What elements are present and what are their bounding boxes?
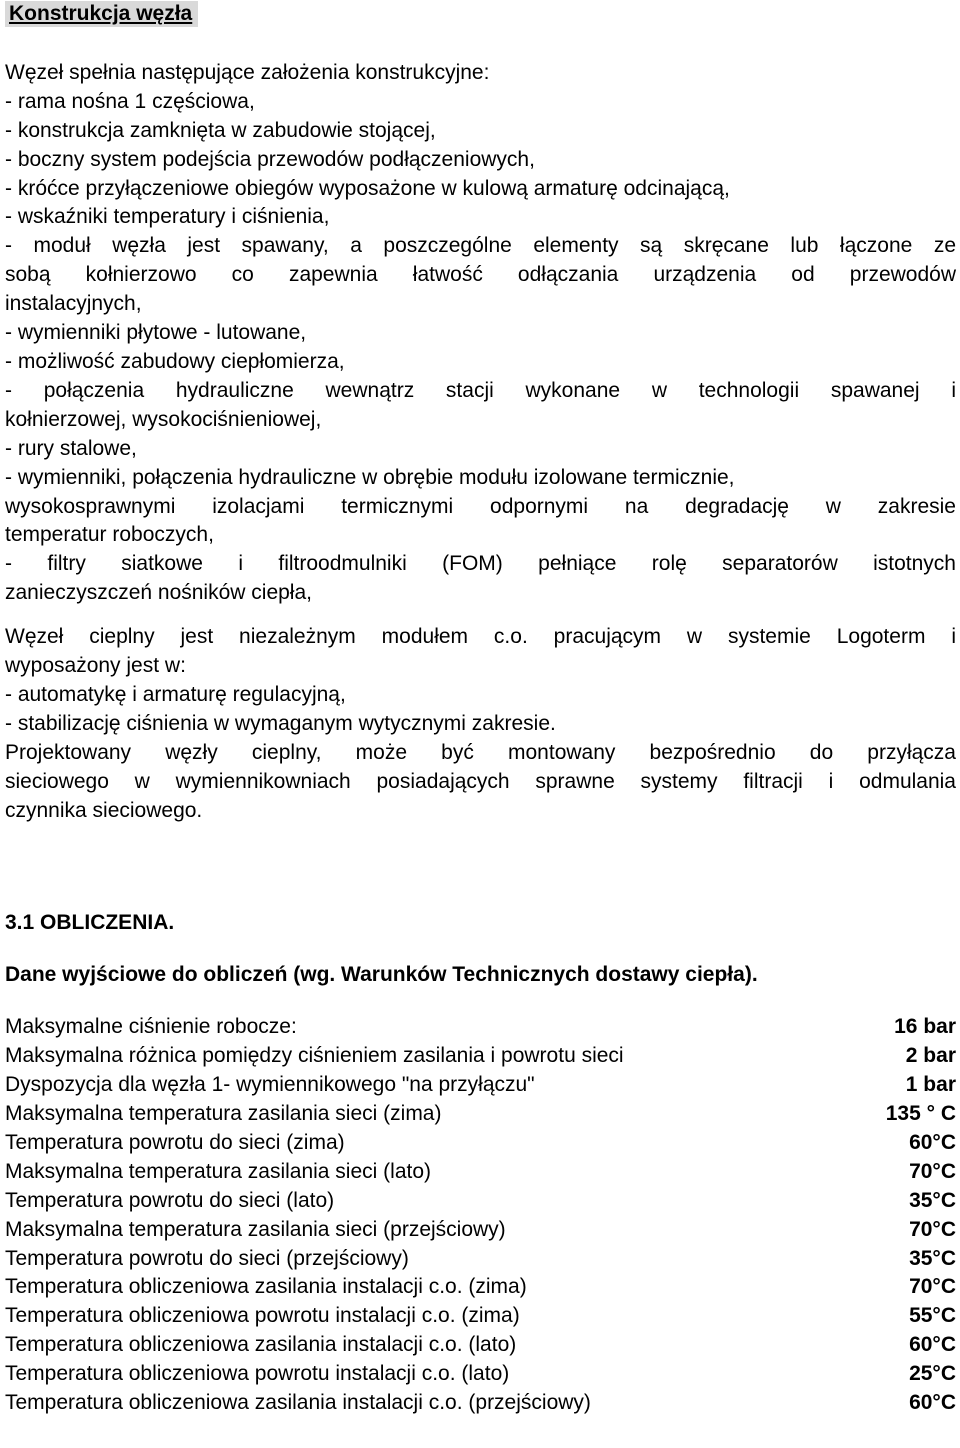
table-row bbox=[5, 1187, 956, 1216]
list-item: instalacyjnych, bbox=[5, 292, 142, 316]
parameter-value: 1 bar bbox=[905, 1073, 956, 1097]
list-item: temperatur roboczych, bbox=[5, 523, 214, 547]
parameter-value: 35°C bbox=[909, 1246, 956, 1270]
parameter-value: 60°C bbox=[909, 1391, 956, 1415]
parameter-label: Temperatura obliczeniowa zasilania instalacji c.o. (zima) bbox=[5, 1275, 527, 1299]
list-item: - wymienniki płytowe - lutowane, bbox=[5, 321, 307, 345]
table-row bbox=[5, 1013, 956, 1042]
table-row bbox=[5, 1100, 956, 1129]
intro-line: Węzeł spełnia następujące założenia konstrukcyjne: bbox=[5, 60, 490, 84]
list-item: - króćce przyłączeniowe obiegów wyposażone w kulową armaturę odcinającą, bbox=[5, 176, 730, 200]
table-row bbox=[5, 1302, 956, 1331]
table-row bbox=[5, 1071, 956, 1100]
parameter-label: Temperatura powrotu do sieci (lato) bbox=[5, 1188, 335, 1212]
parameter-value: 16 bar bbox=[894, 1015, 956, 1039]
paragraph-line: czynnika sieciowego. bbox=[5, 798, 203, 822]
list-item: - konstrukcja zamknięta w zabudowie stojącej, bbox=[5, 118, 436, 142]
paragraph-line: wyposażony jest w: bbox=[5, 654, 186, 678]
parameter-value: 135 ° C bbox=[885, 1102, 956, 1125]
list-item: - moduł węzła jest spawany, a poszczególne elementy są skręcane lub łączone ze bbox=[5, 234, 956, 258]
table-row bbox=[5, 1042, 956, 1071]
parameter-label: Maksymalne ciśnienie robocze: bbox=[5, 1015, 297, 1039]
paragraph-line: - stabilizację ciśnienia w wymaganym wytycznymi zakresie. bbox=[5, 711, 556, 735]
parameter-label: Dyspozycja dla węzła 1- wymiennikowego "na przyłączu" bbox=[5, 1073, 535, 1097]
parameter-label: Maksymalna temperatura zasilania sieci (lato) bbox=[5, 1159, 431, 1183]
paragraph-line: Węzeł cieplny jest niezależnym modułem c.o. pracującym w systemie Logoterm i bbox=[5, 625, 956, 649]
parameter-label: Temperatura obliczeniowa zasilania instalacji c.o. (przejściowy) bbox=[5, 1391, 591, 1415]
parameter-value: 35°C bbox=[909, 1188, 956, 1212]
list-item: zanieczyszczeń nośników ciepła, bbox=[5, 581, 312, 605]
parameter-value: 25°C bbox=[909, 1362, 956, 1386]
parameter-value: 60°C bbox=[909, 1333, 956, 1357]
table-row bbox=[5, 1331, 956, 1360]
parameter-value: 55°C bbox=[909, 1304, 956, 1328]
list-item: - rama nośna 1 częściowa, bbox=[5, 89, 255, 113]
table-row bbox=[5, 1360, 956, 1389]
parameter-label: Maksymalna temperatura zasilania sieci (zima) bbox=[5, 1102, 442, 1125]
data-heading: Dane wyjściowe do obliczeń (wg. Warunków Technicznych dostawy ciepła). bbox=[5, 963, 758, 987]
parameter-label: Temperatura obliczeniowa powrotu instalacji c.o. (lato) bbox=[5, 1362, 510, 1386]
paragraph-line: - automatykę i armaturę regulacyjną, bbox=[5, 682, 346, 706]
list-item: wysokosprawnymi izolacjami termicznymi odpornymi na degradację w zakresie bbox=[5, 494, 956, 518]
parameter-label: Maksymalna temperatura zasilania sieci (przejściowy) bbox=[5, 1217, 506, 1241]
parameters-table bbox=[5, 1013, 956, 1418]
list-item: - boczny system podejścia przewodów podłączeniowych, bbox=[5, 147, 535, 171]
parameter-label: Temperatura powrotu do sieci (przejściowy) bbox=[5, 1246, 409, 1270]
paragraph-line: sieciowego w wymiennikowniach posiadających sprawne systemy filtracji i odmulania bbox=[5, 769, 956, 793]
list-item: - możliwość zabudowy ciepłomierza, bbox=[5, 349, 345, 373]
list-item: - połączenia hydrauliczne wewnątrz stacji wykonane w technologii spawanej i bbox=[5, 378, 956, 402]
table-row bbox=[5, 1158, 956, 1187]
paragraph-line: Projektowany węzły cieplny, może być montowany bezpośrednio do przyłącza bbox=[5, 740, 956, 764]
list-item: - wymienniki, połączenia hydrauliczne w obrębie modułu izolowane termicznie, bbox=[5, 465, 735, 489]
parameter-value: 70°C bbox=[909, 1275, 956, 1299]
parameter-value: 70°C bbox=[909, 1217, 956, 1241]
parameter-label: Maksymalna różnica pomiędzy ciśnieniem zasilania i powrotu sieci bbox=[5, 1044, 624, 1068]
parameter-value: 70°C bbox=[909, 1159, 956, 1183]
table-row bbox=[5, 1129, 956, 1158]
parameter-label: Temperatura obliczeniowa zasilania instalacji c.o. (lato) bbox=[5, 1333, 517, 1357]
parameter-label: Temperatura powrotu do sieci (zima) bbox=[5, 1130, 345, 1154]
table-row bbox=[5, 1389, 956, 1418]
list-item: - filtry siatkowe i filtroodmulniki (FOM) pełniące rolę separatorów istotnych bbox=[5, 552, 956, 576]
list-item: sobą kołnierzowo co zapewnia łatwość odłączania urządzenia od przewodów bbox=[5, 263, 956, 287]
node-description bbox=[5, 623, 956, 825]
parameter-value: 2 bar bbox=[905, 1044, 956, 1068]
table-row bbox=[5, 1216, 956, 1245]
construction-list bbox=[5, 88, 956, 608]
list-item: - rury stalowe, bbox=[5, 436, 137, 460]
parameter-value: 60°C bbox=[909, 1130, 956, 1154]
table-row bbox=[5, 1245, 956, 1274]
section2-heading: 3.1 OBLICZENIA. bbox=[5, 911, 175, 935]
list-item: kołnierzowej, wysokociśnieniowej, bbox=[5, 407, 322, 431]
table-row bbox=[5, 1273, 956, 1302]
list-item: - wskaźniki temperatury i ciśnienia, bbox=[5, 205, 330, 229]
parameter-label: Temperatura obliczeniowa powrotu instalacji c.o. (zima) bbox=[5, 1304, 520, 1328]
section-title: Konstrukcja węzła bbox=[5, 1, 198, 27]
